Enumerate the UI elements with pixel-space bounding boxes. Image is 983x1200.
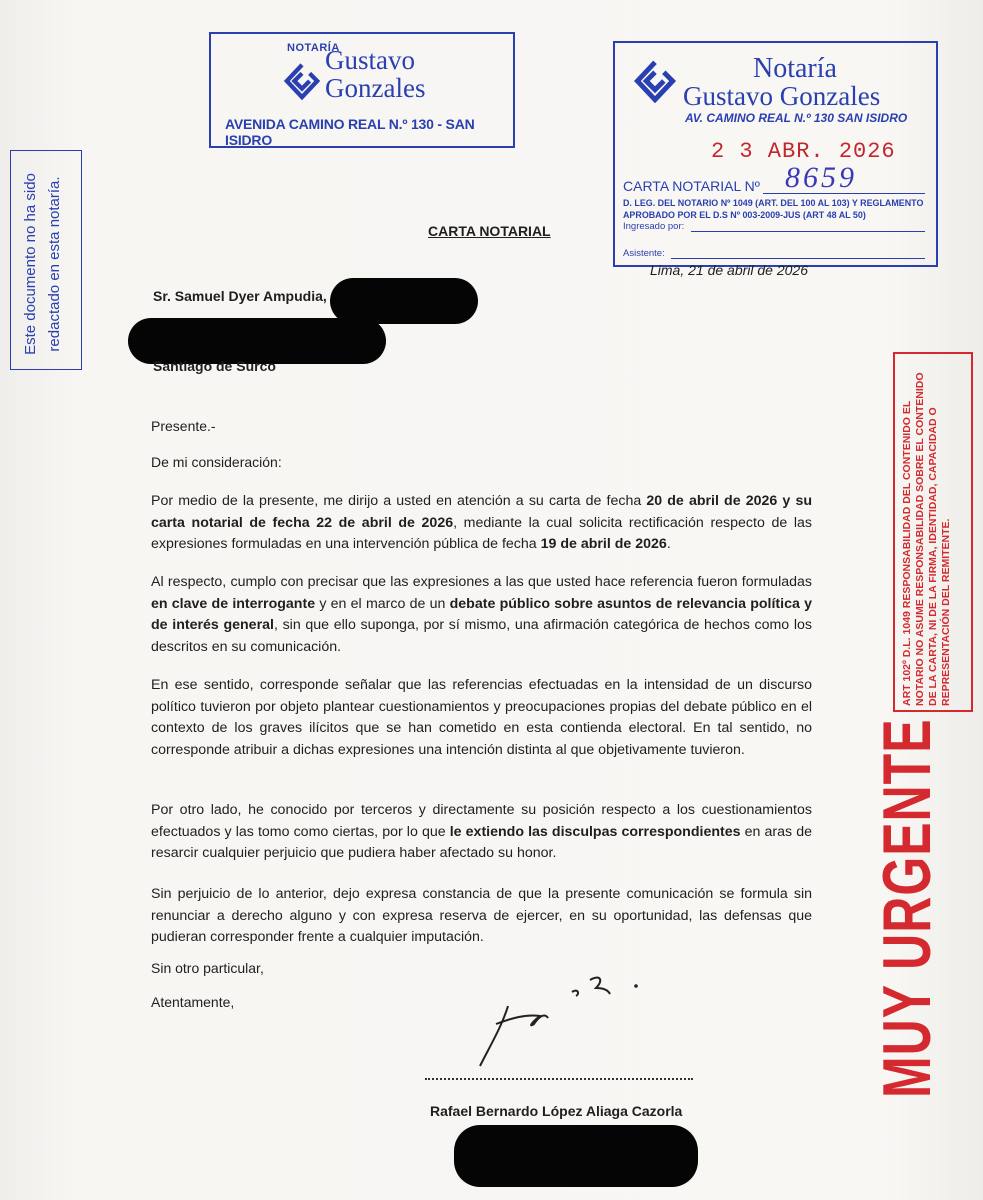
notary-name-line1: Gustavo bbox=[325, 45, 415, 75]
signature-icon bbox=[468, 966, 668, 1076]
asistente-underline bbox=[671, 258, 925, 259]
urgent-stamp bbox=[869, 718, 952, 1098]
presente: Presente.- bbox=[151, 418, 216, 434]
notary-address: AVENIDA CAMINO REAL N.º 130 - SAN ISIDRO bbox=[225, 116, 475, 148]
place-date: Lima, 21 de abril de 2026 bbox=[650, 262, 808, 278]
closing-line: Sin otro particular, bbox=[151, 960, 264, 976]
closing-regards: Atentamente, bbox=[151, 994, 235, 1010]
asistente-label: Asistente: bbox=[623, 248, 665, 259]
paragraph-4: Por otro lado, he conocido por terceros y directamente su posición respecto a los cuestionamientos efectuados y las tomo como ciertas, por lo que le extiendo las disculpas correspondientes en aras de resarcir cualquier perjuicio que pudiera haber afectado su honor. bbox=[151, 802, 812, 861]
responsibility-stamp bbox=[893, 352, 973, 712]
not-drafted-text: Este documento no ha sido redactado en esta notaría. bbox=[22, 173, 63, 355]
notary-logo-icon bbox=[633, 59, 677, 103]
paragraph-5: Sin perjuicio de lo anterior, dejo expresa constancia de que la presente comunicación se formula sin renunciar a derecho alguno y con expresa reserva de ejercer, en su oportunidad, las defensas que pudieran corresponder frente a cualquier imputación. bbox=[151, 886, 812, 945]
carta-number-handwritten: 8659 bbox=[785, 161, 857, 194]
ingresado-label: Ingresado por: bbox=[623, 221, 685, 232]
paragraph-1: Por medio de la presente, me dirijo a usted en atención a su carta de fecha 20 de abril de 2026 y su carta notarial de fecha 22 de abril de 2026, mediante la cual solicita rectificación respecto de las expresiones formuladas en una intervención pública de fecha 19 de abril de 2026. bbox=[151, 493, 812, 552]
paragraph-2: Al respecto, cumplo con precisar que las expresiones a las que usted hace referencia fueron formuladas en clave de interrogante y en el marco de un debate público sobre asuntos de relevancia política y de interés general, sin que ello suponga, por sí mismo, una afirmación categórica de hechos como los descritos en su comunicación. bbox=[151, 574, 812, 655]
paragraph-3: En ese sentido, corresponde señalar que las referencias efectuadas en la intensidad de un discurso político tuvieron por objeto plantear cuestionamientos y preocupaciones propias del debate público en el contexto de los graves ilícitos que se han cometido en esta contienda electoral. En tal sentido, no corresponde atribuir a dichas expresiones una intención distinta al que objetivamente tuvieron. bbox=[151, 677, 812, 758]
redaction-signer-id bbox=[454, 1125, 698, 1187]
notary-name-line2: Gonzales bbox=[325, 73, 426, 103]
signature-line bbox=[425, 1078, 693, 1080]
reception-date: 2 3 ABR. 2026 bbox=[711, 139, 896, 164]
notary-label: NOTARÍA bbox=[287, 42, 340, 54]
urgent-text: MUY URGENTE bbox=[869, 718, 945, 1098]
notary-logo-icon bbox=[283, 62, 321, 100]
responsibility-text: ART 102º D.L. 1049 RESPONSABILIDAD DEL CONTENIDO EL NOTARIO NO ASUME RESPONSABILIDAD SOBRE EL CONTENIDO DE LA CARTA, NI DE LA FIRMA, IDENTIDAD, CAPACIDAD O REPRESENTACIÓN DEL REMITENTE. bbox=[901, 372, 952, 706]
carta-number-label: CARTA NOTARIAL Nº bbox=[623, 178, 760, 194]
salutation: De mi consideración: bbox=[151, 454, 282, 470]
reception-stamp-address: AV. CAMINO REAL N.º 130 SAN ISIDRO bbox=[685, 111, 908, 125]
reception-stamp-title: Notaría bbox=[753, 53, 837, 84]
not-drafted-stamp bbox=[10, 150, 82, 370]
legal-line-1: D. LEG. DEL NOTARIO Nº 1049 (ART. DEL 100 AL 103) Y REGLAMENTO bbox=[623, 198, 924, 208]
legal-reference bbox=[623, 197, 923, 221]
letter-title: CARTA NOTARIAL bbox=[428, 223, 551, 239]
legal-line-2: APROBADO POR EL D.S Nº 003-2009-JUS (ART 48 AL 50) bbox=[623, 210, 866, 220]
signer-name: Rafael Bernardo López Aliaga Cazorla bbox=[430, 1103, 683, 1119]
ingresado-underline bbox=[691, 231, 925, 232]
reception-stamp-name: Gustavo Gonzales bbox=[683, 81, 881, 111]
notary-header-stamp bbox=[209, 32, 515, 148]
district: Santiago de Surco bbox=[153, 358, 276, 374]
reception-stamp bbox=[613, 41, 938, 267]
notary-name bbox=[325, 46, 425, 102]
addressee: Sr. Samuel Dyer Ampudia, bbox=[153, 288, 327, 304]
